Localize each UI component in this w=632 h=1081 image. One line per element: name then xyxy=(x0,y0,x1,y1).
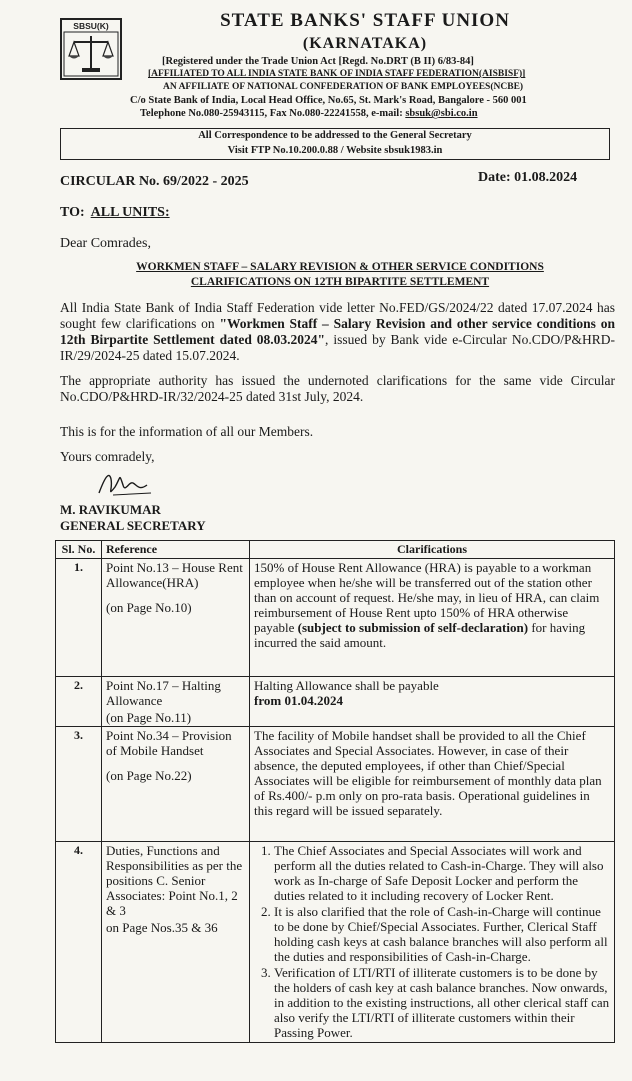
row-reference xyxy=(102,559,250,677)
correspondence-text: All Correspondence to be addressed to the General Secretary xyxy=(198,130,472,141)
reference-point: Point No.13 – House Rent Allowance(HRA) xyxy=(106,560,243,590)
para1-text-a: All India State Bank of India Staff Federation vide letter No.FED/GS/2024/22 dated 17.07.2024 has sought few clarifications on xyxy=(60,300,615,331)
header-reference: Reference xyxy=(102,541,250,559)
table-header-row xyxy=(56,541,615,559)
circular-date: Date: 01.08.2024 xyxy=(478,170,578,185)
closing: Yours comradely, xyxy=(60,449,155,464)
signer-title: GENERAL SECRETARY xyxy=(60,518,206,533)
row-sl: 1. xyxy=(56,559,102,677)
reference-page: on Page Nos.35 & 36 xyxy=(106,920,218,935)
row-sl: 2. xyxy=(56,677,102,727)
para1-bold: "Workmen Staff – Salary Revision and other service conditions on 12th Birpartite Settlement dated 08.03.2024" xyxy=(60,316,615,347)
table-row xyxy=(56,677,615,727)
row-reference xyxy=(102,677,250,727)
clarification-text-end: for having incurred the said amount. xyxy=(254,620,586,650)
union-logo xyxy=(60,18,122,80)
clarification-text: 150% of House Rent Allowance (HRA) is payable to a workman employee when he/she will be transferred out of the station other than on account of request. He/she may, in lieu of HRA, can claim reimbursement of House Rent upto 150% of HRA otherwise payable xyxy=(254,560,600,635)
paragraph-2: The appropriate authority has issued the undernoted clarifications for the same vide Circular No.CDO/P&HRD-IR/32/2024-25 dated 31st July, 2024. xyxy=(60,373,615,404)
reference-page: (on Page No.22) xyxy=(106,768,192,783)
to-value: ALL UNITS: xyxy=(90,205,170,220)
subject-line-1: WORKMEN STAFF – SALARY REVISION & OTHER SERVICE CONDITIONS xyxy=(136,261,544,273)
paragraph-1 xyxy=(60,300,615,364)
para1-text-b: , issued by Bank vide e-Circular No.CDO/P&HRD-IR/29/2024-25 dated 15.07.2024. xyxy=(60,332,616,363)
table-row xyxy=(56,842,615,1043)
list-item: 2. It is also clarified that the role of Cash-in-Charge will continue to be done by Chief/Special Associates. Further, Clerical Staff holding cash keys at cash balance branches will also perform all the duties and responsibilities of Cash-in-Charge. xyxy=(274,904,610,964)
list-item: 3. Verification of LTI/RTI of illiterate customers is to be done by the holders of cash key at cash balance branches. Now onwards, in addition to the existing instructions, all other clerical staff can also verify the LTI/RTI of illiterate customers within their Passing Power. xyxy=(274,965,610,1040)
to-label: TO: xyxy=(60,205,85,220)
recipient xyxy=(60,205,170,221)
subject xyxy=(80,260,600,290)
telephone-text: Telephone No.080-25943115, Fax No.080-22241558, e-mail: xyxy=(140,108,406,119)
clarifications-table xyxy=(55,540,615,1043)
reference-point: Point No.17 – Halting Allowance xyxy=(106,678,221,708)
salutation: Dear Comrades, xyxy=(60,236,151,251)
list-item: 1. The Chief Associates and Special Associates will work and perform all the duties related to Cash-in-Charge. They will also work as In-charge of Safe Deposit Locker and perform the duties related to it including recovery of Locker Rent. xyxy=(274,843,610,903)
signer-name: M. RAVIKUMAR xyxy=(60,502,161,517)
registration-line: [Registered under the Trade Union Act [Regd. No.DRT (B II) 6/83-84] xyxy=(162,56,474,67)
signatory xyxy=(60,502,206,534)
clarification-text: Halting Allowance shall be payable xyxy=(254,678,439,693)
row-sl: 4. xyxy=(56,842,102,1043)
row-reference xyxy=(102,842,250,1043)
header-sl-no: Sl. No. xyxy=(56,541,102,559)
clarification-bold: (subject to submission of self-declaration) xyxy=(297,620,529,635)
clarification-list xyxy=(254,843,610,1040)
correspondence-box xyxy=(60,128,610,160)
reference-page: (on Page No.10) xyxy=(106,600,192,615)
reference-point: Point No.34 – Provision of Mobile Handset xyxy=(106,728,232,758)
logo-text: SBSU(K) xyxy=(73,21,109,31)
circular-number: CIRCULAR No. 69/2022 - 2025 xyxy=(60,174,249,189)
row-clarification xyxy=(250,842,615,1043)
table-row xyxy=(56,727,615,842)
signature xyxy=(95,467,155,501)
website-text: Visit FTP No.10.200.0.88 / Website sbsuk1983.in xyxy=(227,145,443,156)
reference-point: Duties, Functions and Responsibilities as per the positions C. Senior Associates: Point No.1, 2 & 3 xyxy=(106,843,243,918)
row-clarification: The facility of Mobile handset shall be provided to all the Chief Associates and Special Associates. However, in case of their absence, the deputed employees, if other than Chief/Special Associates will be eligible for reimbursement of monthly data plan of Rs.400/- p.m only on pro-rata basis. Operational guidelines in this regard will be issued separately. xyxy=(250,727,615,842)
org-state: (KARNATAKA) xyxy=(302,35,428,52)
row-clarification xyxy=(250,677,615,727)
row-reference xyxy=(102,727,250,842)
paragraph-3: This is for the information of all our Members. xyxy=(60,424,314,439)
subject-line-2: CLARIFICATIONS ON 12TH BIPARTITE SETTLEMENT xyxy=(190,276,490,288)
table-row xyxy=(56,559,615,677)
email-link[interactable]: sbsuk@sbi.co.in xyxy=(405,108,478,119)
contact-line xyxy=(140,108,478,119)
org-name: STATE BANKS' STAFF UNION xyxy=(220,10,510,31)
header-clarifications: Clarifications xyxy=(250,541,615,559)
row-clarification xyxy=(250,559,615,677)
affiliation-line-2: AN AFFILIATE OF NATIONAL CONFEDERATION OF BANK EMPLOYEES(NCBE) xyxy=(163,82,524,92)
address-line: C/o State Bank of India, Local Head Office, No.65, St. Mark's Road, Bangalore - 560 001 xyxy=(130,95,527,106)
clarification-bold: from 01.04.2024 xyxy=(254,693,343,708)
reference-page: (on Page No.11) xyxy=(106,710,192,725)
affiliation-line-1: [AFFILIATED TO ALL INDIA STATE BANK OF INDIA STAFF FEDERATION(AISBISF)] xyxy=(148,69,526,79)
row-sl: 3. xyxy=(56,727,102,842)
